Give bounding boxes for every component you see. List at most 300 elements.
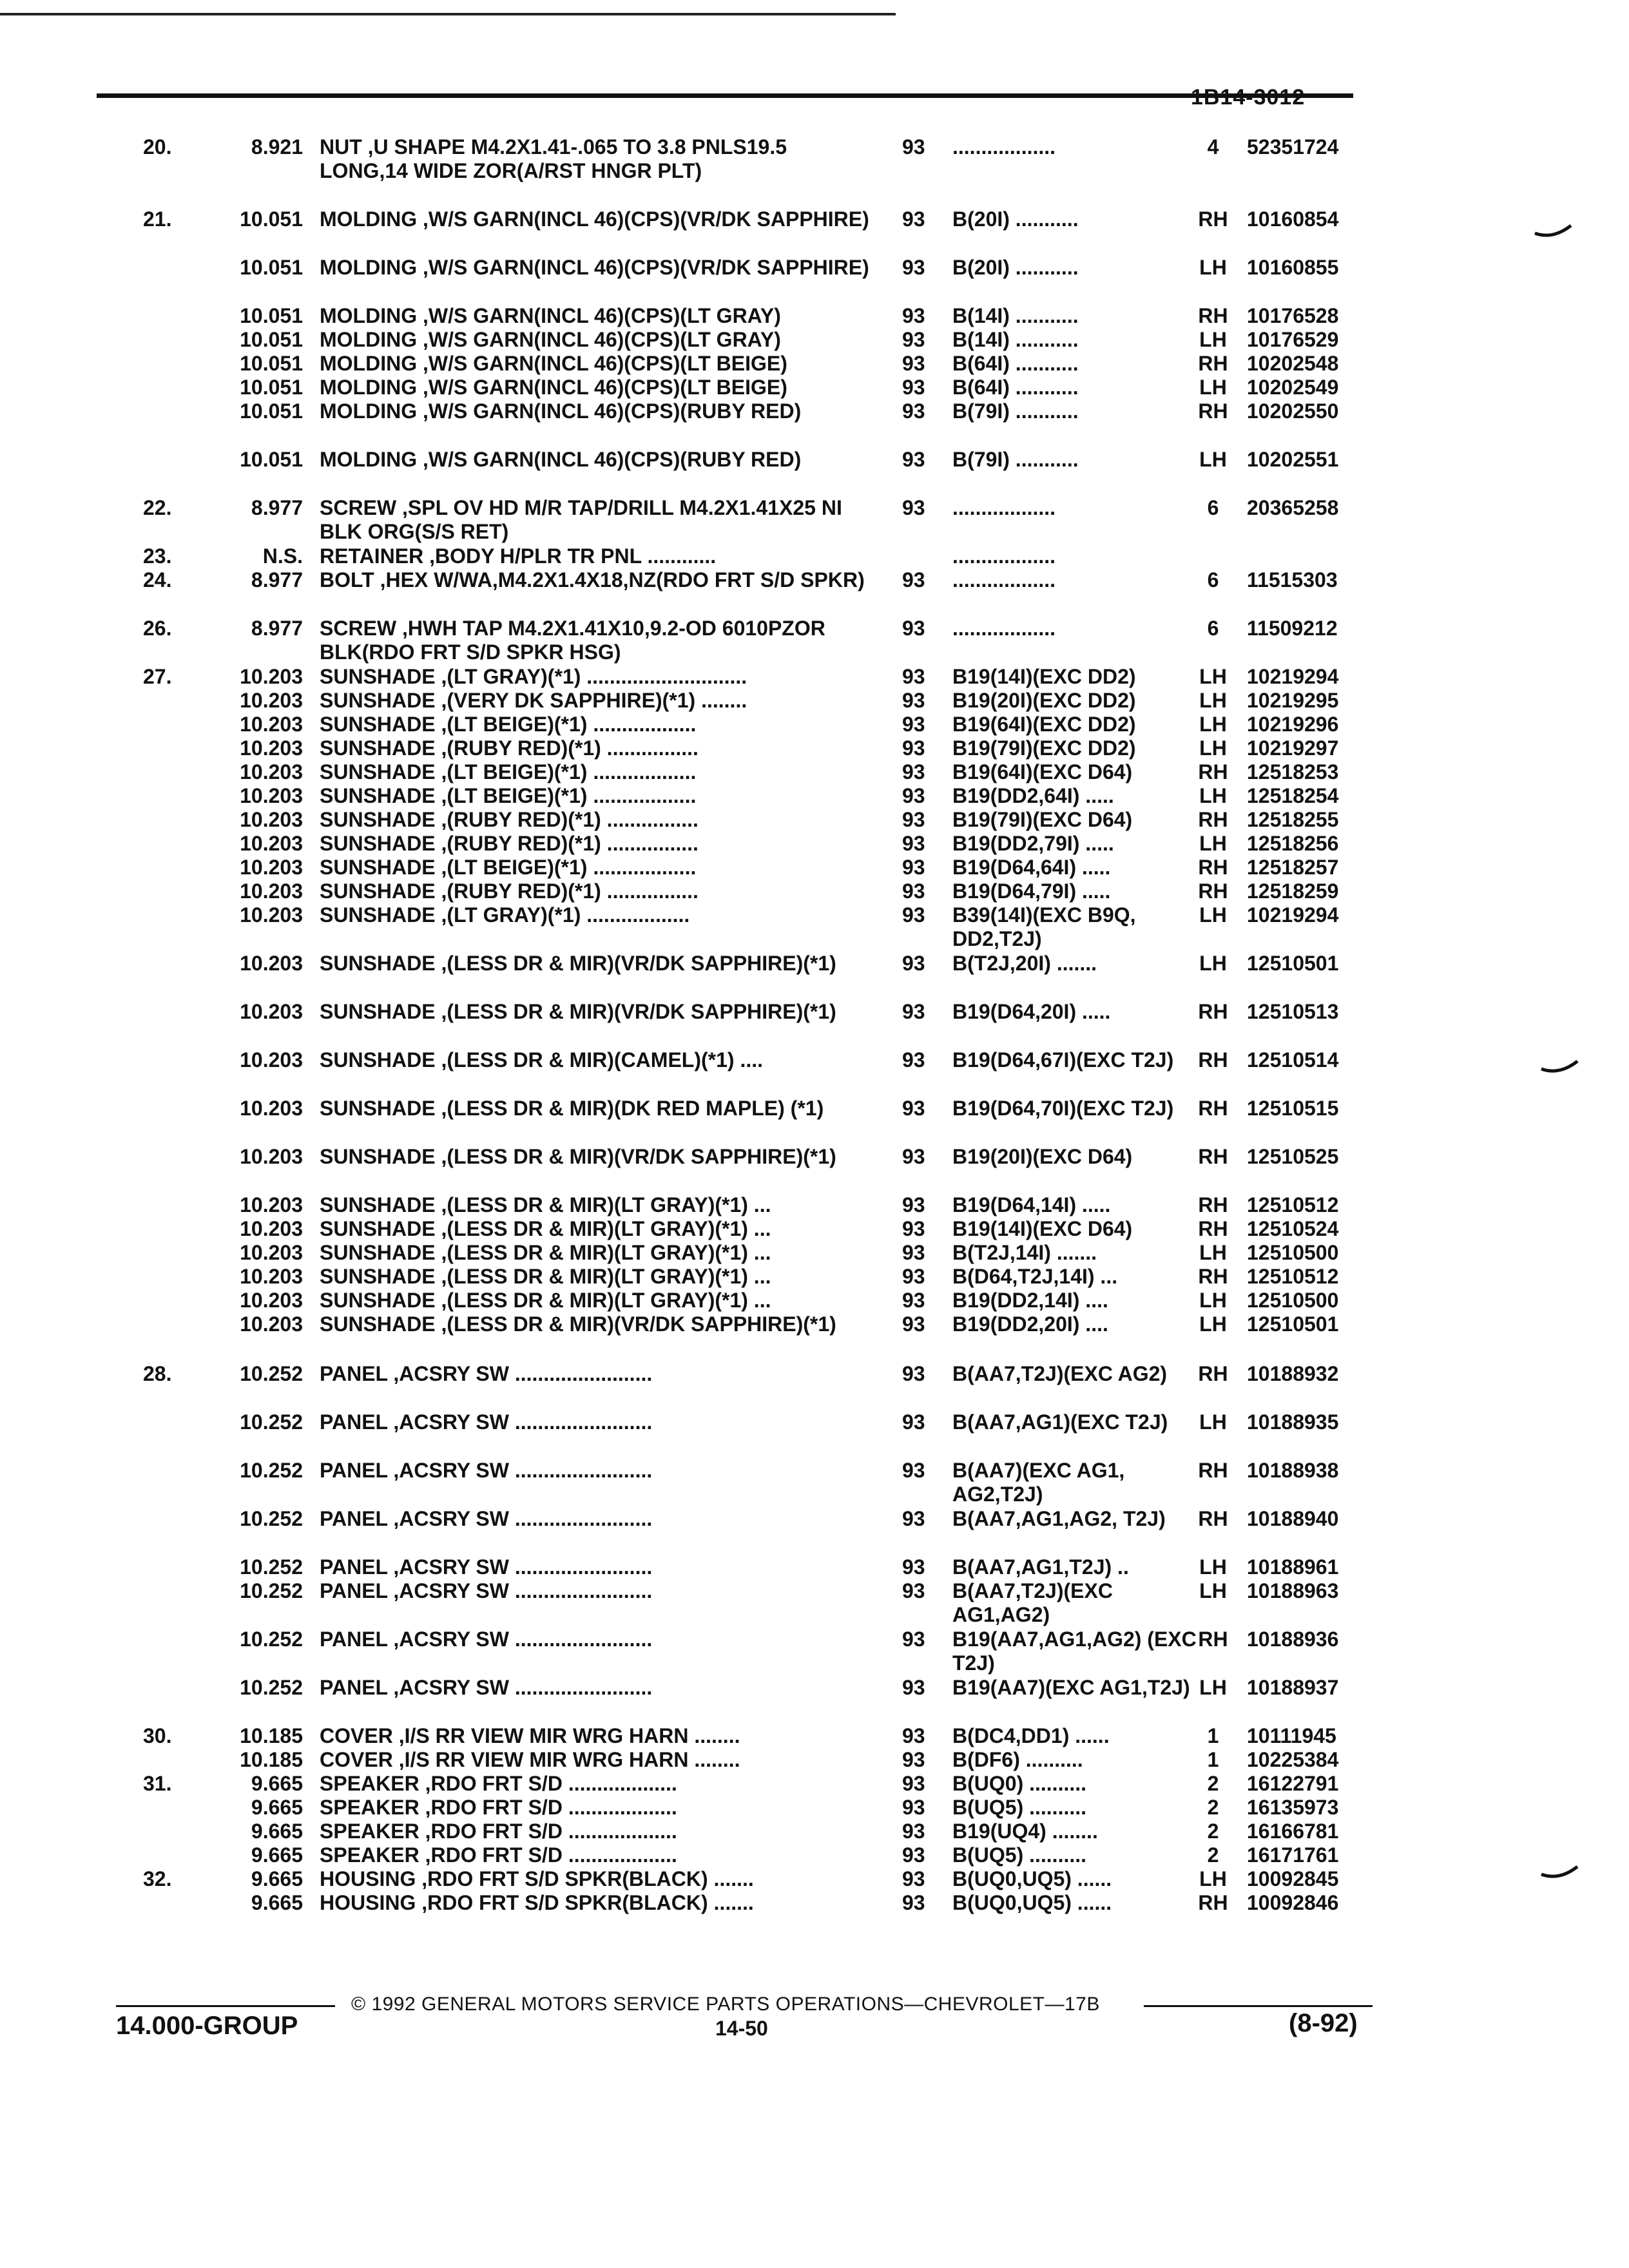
group-number: 10.203 <box>240 952 303 975</box>
year: 93 <box>902 1145 925 1168</box>
part-number: 12518255 <box>1247 808 1339 831</box>
series: B(64I) ........... <box>952 352 1079 375</box>
quantity: RH <box>1198 207 1228 231</box>
quantity: RH <box>1198 399 1228 423</box>
series: B19(64I)(EXC D64) <box>952 760 1133 783</box>
year: 93 <box>902 207 925 231</box>
series: B19(DD2,79I) ..... <box>952 832 1114 855</box>
series: B(14I) ........... <box>952 328 1079 351</box>
group-number: 10.051 <box>240 304 303 327</box>
group-number: 10.203 <box>240 1217 303 1240</box>
group-number: N.S. <box>262 544 303 568</box>
group-number: 9.665 <box>251 1843 303 1867</box>
description: MOLDING ,W/S GARN(INCL 46)(CPS)(LT BEIGE) <box>320 352 787 375</box>
description: SUNSHADE ,(LESS DR & MIR)(VR/DK SAPPHIRE)(*1) <box>320 1000 836 1023</box>
quantity: RH <box>1198 352 1228 375</box>
quantity: LH <box>1199 376 1227 399</box>
quantity: 6 <box>1207 617 1219 640</box>
series: B19(D64,70I)(EXC T2J) <box>952 1097 1174 1120</box>
group-number: 10.203 <box>240 784 303 807</box>
description: SUNSHADE ,(LESS DR & MIR)(LT GRAY)(*1) ... <box>320 1217 771 1240</box>
quantity: LH <box>1199 665 1227 688</box>
year: 93 <box>902 1579 925 1602</box>
description: SUNSHADE ,(LESS DR & MIR)(CAMEL)(*1) .... <box>320 1048 763 1072</box>
year: 93 <box>902 1796 925 1819</box>
series: .................. <box>952 617 1056 640</box>
description: SUNSHADE ,(LESS DR & MIR)(DK RED MAPLE) (*1) <box>320 1097 824 1120</box>
quantity: LH <box>1199 784 1227 807</box>
quantity: RH <box>1198 1362 1228 1385</box>
description: SUNSHADE ,(LT BEIGE)(*1) .................. <box>320 713 697 736</box>
series: B(UQ0,UQ5) ...... <box>952 1891 1112 1914</box>
description: PANEL ,ACSRY SW ........................ <box>320 1628 653 1651</box>
quantity: 6 <box>1207 496 1219 519</box>
description: MOLDING ,W/S GARN(INCL 46)(CPS)(VR/DK SAPPHIRE) <box>320 256 869 279</box>
description: SUNSHADE ,(LT BEIGE)(*1) .................. <box>320 760 697 783</box>
year: 93 <box>902 832 925 855</box>
quantity: LH <box>1199 736 1227 760</box>
quantity: RH <box>1198 1891 1228 1914</box>
year: 93 <box>902 1217 925 1240</box>
description: SUNSHADE ,(RUBY RED)(*1) ................ <box>320 879 699 903</box>
series: B19(D64,79I) ..... <box>952 879 1111 903</box>
ref-number: 28. <box>143 1362 172 1385</box>
quantity: LH <box>1199 328 1227 351</box>
quantity: LH <box>1199 832 1227 855</box>
group-number: 10.051 <box>240 376 303 399</box>
part-number: 10188935 <box>1247 1410 1339 1434</box>
part-number: 12510512 <box>1247 1193 1339 1216</box>
year: 93 <box>902 352 925 375</box>
description: SPEAKER ,RDO FRT S/D ................... <box>320 1820 677 1843</box>
series: B(79I) ........... <box>952 399 1079 423</box>
group-number: 9.665 <box>251 1772 303 1795</box>
quantity: LH <box>1199 1312 1227 1336</box>
quantity: RH <box>1198 1000 1228 1023</box>
quantity: 2 <box>1207 1843 1219 1867</box>
year: 93 <box>902 399 925 423</box>
group-number: 10.051 <box>240 448 303 471</box>
part-number: 10188938 <box>1247 1459 1339 1482</box>
group-number: 9.665 <box>251 1820 303 1843</box>
group-number: 10.051 <box>240 207 303 231</box>
year: 93 <box>902 1312 925 1336</box>
group-number: 10.203 <box>240 760 303 783</box>
part-number: 10188961 <box>1247 1555 1339 1579</box>
description: SPEAKER ,RDO FRT S/D ................... <box>320 1843 677 1867</box>
part-number: 10225384 <box>1247 1748 1339 1771</box>
year: 93 <box>902 568 925 591</box>
part-number: 12518259 <box>1247 879 1339 903</box>
series: B19(14I)(EXC DD2) <box>952 665 1136 688</box>
revision-date: (8-92) <box>1289 2009 1358 2037</box>
quantity: LH <box>1199 256 1227 279</box>
group-number: 10.203 <box>240 689 303 712</box>
part-number: 52351724 <box>1247 135 1339 159</box>
ref-number: 27. <box>143 665 172 688</box>
year: 93 <box>902 135 925 159</box>
year: 93 <box>902 879 925 903</box>
group-number: 10.203 <box>240 832 303 855</box>
group-number: 8.921 <box>251 135 303 159</box>
series: B19(20I)(EXC DD2) <box>952 689 1136 712</box>
part-number: 10202551 <box>1247 448 1339 471</box>
series: B(AA7)(EXC AG1, AG2,T2J) <box>952 1459 1125 1506</box>
quantity: RH <box>1198 304 1228 327</box>
part-number: 16171761 <box>1247 1843 1339 1867</box>
series: B19(UQ4) ........ <box>952 1820 1098 1843</box>
series: B19(D64,14I) ..... <box>952 1193 1111 1216</box>
group-number: 10.051 <box>240 399 303 423</box>
quantity: RH <box>1198 1145 1228 1168</box>
group-number: 10.203 <box>240 1097 303 1120</box>
ref-number: 24. <box>143 568 172 591</box>
year: 93 <box>902 496 925 519</box>
series: B(UQ0,UQ5) ...... <box>952 1867 1112 1890</box>
part-number: 10202549 <box>1247 376 1339 399</box>
series: B19(14I)(EXC D64) <box>952 1217 1133 1240</box>
quantity: RH <box>1198 1628 1228 1651</box>
quantity: RH <box>1198 1459 1228 1482</box>
group-number: 10.203 <box>240 1289 303 1312</box>
part-number: 10176529 <box>1247 328 1339 351</box>
year: 93 <box>902 1724 925 1747</box>
group-number: 10.185 <box>240 1748 303 1771</box>
description: COVER ,I/S RR VIEW MIR WRG HARN ........ <box>320 1748 740 1771</box>
quantity: RH <box>1198 1265 1228 1288</box>
year: 93 <box>902 665 925 688</box>
year: 93 <box>902 1628 925 1651</box>
quantity: 1 <box>1207 1724 1219 1747</box>
series: B19(DD2,64I) ..... <box>952 784 1114 807</box>
description: SCREW ,SPL OV HD M/R TAP/DRILL M4.2X1.41X25 NI BLK ORG(S/S RET) <box>320 496 842 543</box>
description: HOUSING ,RDO FRT S/D SPKR(BLACK) ....... <box>320 1867 754 1890</box>
part-number: 10202550 <box>1247 399 1339 423</box>
year: 93 <box>902 448 925 471</box>
description: PANEL ,ACSRY SW ........................ <box>320 1579 653 1602</box>
quantity: RH <box>1198 1217 1228 1240</box>
group-number: 10.051 <box>240 328 303 351</box>
part-number: 10188963 <box>1247 1579 1339 1602</box>
part-number: 10188940 <box>1247 1507 1339 1530</box>
part-number: 12518254 <box>1247 784 1339 807</box>
part-number: 10188936 <box>1247 1628 1339 1651</box>
group-number: 10.252 <box>240 1579 303 1602</box>
year: 93 <box>902 1048 925 1072</box>
description: SUNSHADE ,(RUBY RED)(*1) ................ <box>320 808 699 831</box>
description: SUNSHADE ,(LESS DR & MIR)(VR/DK SAPPHIRE)(*1) <box>320 1312 836 1336</box>
footer-rule-left <box>116 2005 335 2007</box>
series: .................. <box>952 568 1056 591</box>
quantity: RH <box>1198 760 1228 783</box>
quantity: RH <box>1198 1507 1228 1530</box>
description: PANEL ,ACSRY SW ........................ <box>320 1459 653 1482</box>
part-number: 10219294 <box>1247 903 1339 927</box>
quantity: 2 <box>1207 1772 1219 1795</box>
part-number: 10092845 <box>1247 1867 1339 1890</box>
series: B19(AA7,AG1,AG2) (EXC T2J) <box>952 1628 1197 1675</box>
ref-number: 26. <box>143 617 172 640</box>
description: MOLDING ,W/S GARN(INCL 46)(CPS)(VR/DK SAPPHIRE) <box>320 207 869 231</box>
quantity: LH <box>1199 1579 1227 1602</box>
part-number: 10219297 <box>1247 736 1339 760</box>
part-number: 11515303 <box>1247 568 1338 591</box>
description: PANEL ,ACSRY SW ........................ <box>320 1507 653 1530</box>
part-number: 12510525 <box>1247 1145 1339 1168</box>
series: B(DF6) .......... <box>952 1748 1083 1771</box>
series: B(AA7,T2J)(EXC AG2) <box>952 1362 1168 1385</box>
year: 93 <box>902 1241 925 1264</box>
group-number: 10.252 <box>240 1676 303 1699</box>
description: SUNSHADE ,(LESS DR & MIR)(LT GRAY)(*1) ... <box>320 1241 771 1264</box>
description: MOLDING ,W/S GARN(INCL 46)(CPS)(RUBY RED) <box>320 399 802 423</box>
description: SCREW ,HWH TAP M4.2X1.41X10,9.2-OD 6010PZOR BLK(RDO FRT S/D SPKR HSG) <box>320 617 825 664</box>
year: 93 <box>902 1410 925 1434</box>
series: B(T2J,14I) ....... <box>952 1241 1097 1264</box>
quantity: 1 <box>1207 1748 1219 1771</box>
series: B(UQ0) .......... <box>952 1772 1087 1795</box>
quantity: RH <box>1198 808 1228 831</box>
page-code: 1B14-3012 <box>1191 85 1306 110</box>
part-number: 10219294 <box>1247 665 1339 688</box>
quantity: LH <box>1199 1410 1227 1434</box>
group-number: 10.203 <box>240 1193 303 1216</box>
part-number: 12518256 <box>1247 832 1339 855</box>
description: SUNSHADE ,(LESS DR & MIR)(LT GRAY)(*1) ... <box>320 1265 771 1288</box>
ref-number: 20. <box>143 135 172 159</box>
part-number: 12518253 <box>1247 760 1339 783</box>
quantity: LH <box>1199 689 1227 712</box>
year: 93 <box>902 1555 925 1579</box>
part-number: 12518257 <box>1247 856 1339 879</box>
part-number: 12510501 <box>1247 1312 1339 1336</box>
group-number: 10.203 <box>240 1145 303 1168</box>
series: B19(D64,67I)(EXC T2J) <box>952 1048 1174 1072</box>
quantity: 2 <box>1207 1820 1219 1843</box>
series: .................. <box>952 135 1056 159</box>
part-number: 10160854 <box>1247 207 1339 231</box>
part-number: 12510512 <box>1247 1265 1339 1288</box>
part-number: 11509212 <box>1247 617 1338 640</box>
quantity: LH <box>1199 448 1227 471</box>
group-number: 8.977 <box>251 496 303 519</box>
series: B19(64I)(EXC DD2) <box>952 713 1136 736</box>
series: B(DC4,DD1) ...... <box>952 1724 1110 1747</box>
group-number: 10.203 <box>240 1048 303 1072</box>
group-number: 10.203 <box>240 736 303 760</box>
series: B(UQ5) .......... <box>952 1796 1087 1819</box>
part-number: 12510500 <box>1247 1241 1339 1264</box>
ref-number: 21. <box>143 207 172 231</box>
part-number: 12510514 <box>1247 1048 1339 1072</box>
group-number: 10.203 <box>240 665 303 688</box>
description: SUNSHADE ,(LESS DR & MIR)(LT GRAY)(*1) ... <box>320 1289 771 1312</box>
year: 93 <box>902 1193 925 1216</box>
part-number: 10219296 <box>1247 713 1339 736</box>
group-number: 9.665 <box>251 1796 303 1819</box>
quantity: RH <box>1198 1193 1228 1216</box>
year: 93 <box>902 328 925 351</box>
year: 93 <box>902 736 925 760</box>
group-number: 10.203 <box>240 879 303 903</box>
series: B(AA7,AG1,AG2, T2J) <box>952 1507 1166 1530</box>
part-number: 12510500 <box>1247 1289 1339 1312</box>
series: B39(14I)(EXC B9Q, DD2,T2J) <box>952 903 1136 950</box>
series: B19(DD2,20I) .... <box>952 1312 1108 1336</box>
description: SUNSHADE ,(RUBY RED)(*1) ................ <box>320 832 699 855</box>
part-number: 12510513 <box>1247 1000 1339 1023</box>
group-number: 10.203 <box>240 1265 303 1288</box>
year: 93 <box>902 1891 925 1914</box>
quantity: 6 <box>1207 568 1219 591</box>
description: SUNSHADE ,(VERY DK SAPPHIRE)(*1) ........ <box>320 689 747 712</box>
top-edge-rule <box>0 13 896 15</box>
description: COVER ,I/S RR VIEW MIR WRG HARN ........ <box>320 1724 740 1747</box>
quantity: LH <box>1199 1867 1227 1890</box>
year: 93 <box>902 1459 925 1482</box>
quantity: LH <box>1199 952 1227 975</box>
description: SUNSHADE ,(LT BEIGE)(*1) .................. <box>320 856 697 879</box>
group-number: 10.203 <box>240 1000 303 1023</box>
group-number: 8.977 <box>251 568 303 591</box>
part-number: 16122791 <box>1247 1772 1339 1795</box>
group-number: 10.203 <box>240 808 303 831</box>
copyright-notice: © 1992 GENERAL MOTORS SERVICE PARTS OPERATIONS—CHEVROLET—17B <box>351 1994 1100 2015</box>
description: SUNSHADE ,(LT BEIGE)(*1) .................. <box>320 784 697 807</box>
quantity: 2 <box>1207 1796 1219 1819</box>
year: 93 <box>902 617 925 640</box>
year: 93 <box>902 256 925 279</box>
year: 93 <box>902 1362 925 1385</box>
group-number: 10.203 <box>240 1241 303 1264</box>
group-number: 10.252 <box>240 1628 303 1651</box>
year: 93 <box>902 1676 925 1699</box>
part-number: 20365258 <box>1247 496 1339 519</box>
group-number: 10.051 <box>240 352 303 375</box>
ref-number: 31. <box>143 1772 172 1795</box>
year: 93 <box>902 304 925 327</box>
quantity: RH <box>1198 856 1228 879</box>
series: B19(20I)(EXC D64) <box>952 1145 1133 1168</box>
series: B(14I) ........... <box>952 304 1079 327</box>
description: SUNSHADE ,(LESS DR & MIR)(LT GRAY)(*1) ... <box>320 1193 771 1216</box>
description: BOLT ,HEX W/WA,M4.2X1.4X18,NZ(RDO FRT S/D SPKR) <box>320 568 865 591</box>
ref-number: 30. <box>143 1724 172 1747</box>
description: SUNSHADE ,(LT GRAY)(*1) ............................ <box>320 665 747 688</box>
series: B(T2J,20I) ....... <box>952 952 1097 975</box>
series: B(79I) ........... <box>952 448 1079 471</box>
series: .................. <box>952 496 1056 519</box>
description: SUNSHADE ,(RUBY RED)(*1) ................ <box>320 736 699 760</box>
description: MOLDING ,W/S GARN(INCL 46)(CPS)(LT GRAY) <box>320 304 781 327</box>
part-number: 10188937 <box>1247 1676 1339 1699</box>
year: 93 <box>902 1265 925 1288</box>
group-number: 10.252 <box>240 1459 303 1482</box>
group-number: 8.977 <box>251 617 303 640</box>
description: MOLDING ,W/S GARN(INCL 46)(CPS)(LT GRAY) <box>320 328 781 351</box>
year: 93 <box>902 1000 925 1023</box>
group-number: 10.203 <box>240 1312 303 1336</box>
description: PANEL ,ACSRY SW ........................ <box>320 1362 653 1385</box>
series: B(AA7,AG1)(EXC T2J) <box>952 1410 1168 1434</box>
year: 93 <box>902 856 925 879</box>
group-number: 10.185 <box>240 1724 303 1747</box>
margin-mark <box>1540 1060 1579 1075</box>
series: B19(79I)(EXC DD2) <box>952 736 1136 760</box>
ref-number: 32. <box>143 1867 172 1890</box>
group-label: 14.000-GROUP <box>116 2012 298 2040</box>
part-number: 10188932 <box>1247 1362 1339 1385</box>
year: 93 <box>902 760 925 783</box>
series: B19(AA7)(EXC AG1,T2J) <box>952 1676 1190 1699</box>
ref-number: 22. <box>143 496 172 519</box>
description: HOUSING ,RDO FRT S/D SPKR(BLACK) ....... <box>320 1891 754 1914</box>
header-rule <box>97 93 1353 98</box>
year: 93 <box>902 689 925 712</box>
quantity: RH <box>1198 879 1228 903</box>
quantity: LH <box>1199 903 1227 927</box>
footer-rule-right <box>1144 2005 1373 2007</box>
year: 93 <box>902 1748 925 1771</box>
part-number: 10092846 <box>1247 1891 1339 1914</box>
group-number: 10.203 <box>240 903 303 927</box>
part-number: 12510515 <box>1247 1097 1339 1120</box>
quantity: LH <box>1199 1555 1227 1579</box>
series: B19(D64,20I) ..... <box>952 1000 1111 1023</box>
year: 93 <box>902 1507 925 1530</box>
quantity: RH <box>1198 1048 1228 1072</box>
group-number: 10.252 <box>240 1362 303 1385</box>
part-number: 10202548 <box>1247 352 1339 375</box>
year: 93 <box>902 808 925 831</box>
year: 93 <box>902 1820 925 1843</box>
series: B19(D64,64I) ..... <box>952 856 1111 879</box>
series: B(20I) ........... <box>952 207 1079 231</box>
year: 93 <box>902 1097 925 1120</box>
description: SPEAKER ,RDO FRT S/D ................... <box>320 1772 677 1795</box>
group-number: 9.665 <box>251 1867 303 1890</box>
series: B(D64,T2J,14I) ... <box>952 1265 1118 1288</box>
series: B(AA7,AG1,T2J) .. <box>952 1555 1129 1579</box>
series: B(AA7,T2J)(EXC AG1,AG2) <box>952 1579 1113 1626</box>
description: PANEL ,ACSRY SW ........................ <box>320 1410 653 1434</box>
group-number: 9.665 <box>251 1891 303 1914</box>
group-number: 10.252 <box>240 1410 303 1434</box>
part-number: 12510501 <box>1247 952 1339 975</box>
part-number: 12510524 <box>1247 1217 1339 1240</box>
description: RETAINER ,BODY H/PLR TR PNL ............ <box>320 544 717 568</box>
group-number: 10.252 <box>240 1507 303 1530</box>
part-number: 10176528 <box>1247 304 1339 327</box>
quantity: 4 <box>1207 135 1219 159</box>
series: B19(79I)(EXC D64) <box>952 808 1133 831</box>
quantity: LH <box>1199 713 1227 736</box>
part-number: 16135973 <box>1247 1796 1339 1819</box>
description: SPEAKER ,RDO FRT S/D ................... <box>320 1796 677 1819</box>
quantity: LH <box>1199 1676 1227 1699</box>
description: SUNSHADE ,(LT GRAY)(*1) .................. <box>320 903 690 927</box>
ref-number: 23. <box>143 544 172 568</box>
group-number: 10.051 <box>240 256 303 279</box>
year: 93 <box>902 903 925 927</box>
description: MOLDING ,W/S GARN(INCL 46)(CPS)(LT BEIGE) <box>320 376 787 399</box>
year: 93 <box>902 1772 925 1795</box>
year: 93 <box>902 713 925 736</box>
margin-mark <box>1534 224 1572 240</box>
group-number: 10.252 <box>240 1555 303 1579</box>
series: .................. <box>952 544 1056 568</box>
description: SUNSHADE ,(LESS DR & MIR)(VR/DK SAPPHIRE)(*1) <box>320 952 836 975</box>
